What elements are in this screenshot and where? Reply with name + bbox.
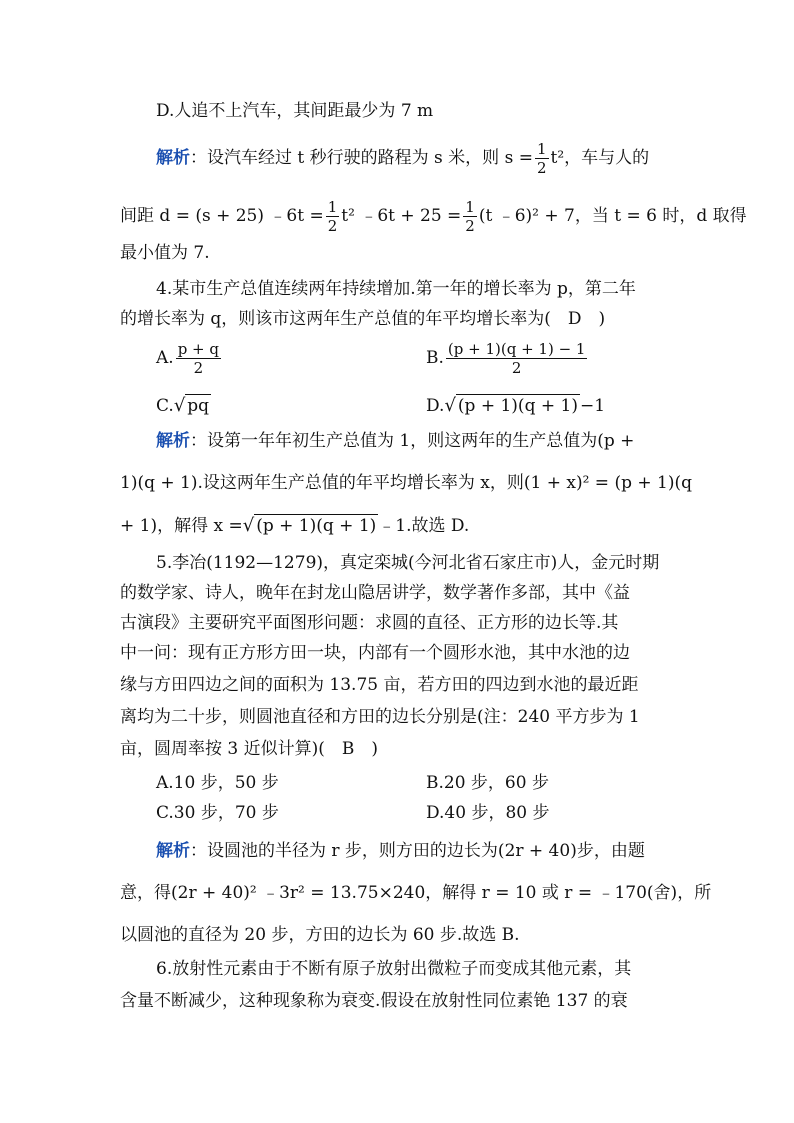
solution-q3-line2: 间距 d = (s + 25) ﹣6t = $\frac{1}{2}$ t² ﹣6t + 25 = $\frac{1}{2}$ (t ﹣6)² + 7，当 t = 6 时，d 取得 xyxy=(120,198,747,235)
option-a-q5: A.10 步，50 步 xyxy=(156,773,279,793)
option-b-q4: B. $\frac{(p + 1)(q + 1) - 1}{2}$ xyxy=(426,340,586,377)
option-d-q3: D.人追不上汽车，其间距最少为 7 m xyxy=(156,101,434,121)
solution-label: 解析 xyxy=(156,431,190,451)
fraction: $\frac{1}{2}$ xyxy=(536,140,547,177)
solution-q3-line1: 解析：设汽车经过 t 秒行驶的路程为 s 米，则 s = $\frac{1}{2}$ t²，车与人的 xyxy=(156,140,650,177)
solution-q4-line3: + 1)，解得 x =√ (p + 1)(q + 1) ﹣1.故选 D. xyxy=(120,515,470,536)
question-4-line1: 4.某市生产总值连续两年持续增加.第一年的增长率为 p，第二年 xyxy=(156,279,636,299)
question-5-line5: 缘与方田四边之间的面积为 13.75 亩，若方田的四边到水池的最近距 xyxy=(120,675,639,695)
option-d-q5: D.40 步，80 步 xyxy=(426,803,550,823)
question-5-line7: 亩，圆周率按 3 近似计算)( B ) xyxy=(120,739,379,759)
question-6-line2: 含量不断减少，这种现象称为衰变.假设在放射性同位素铯 137 的衰 xyxy=(120,991,628,1011)
question-6-line1: 6.放射性元素由于不断有原子放射出微粒子而变成其他元素，其 xyxy=(156,959,632,979)
question-5-line1: 5.李冶(1192—1279)，真定栾城(今河北省石家庄市)人，金元时期 xyxy=(156,553,660,573)
solution-q4-line1: 解析：设第一年年初生产总值为 1，则这两年的生产总值为(p + xyxy=(156,431,635,451)
solution-q3-line3: 最小值为 7. xyxy=(120,243,210,263)
option-b-q5: B.20 步，60 步 xyxy=(426,773,549,793)
solution-label: 解析 xyxy=(156,148,190,168)
option-c-q5: C.30 步，70 步 xyxy=(156,803,279,823)
solution-q4-line2: 1)(q + 1).设这两年生产总值的年平均增长率为 x，则(1 + x)² = (p + 1)(q xyxy=(120,473,692,493)
solution-q5-line2: 意，得(2r + 40)² ﹣3r² = 13.75×240，解得 r = 10 或 r = ﹣170(舍)，所 xyxy=(120,883,712,903)
option-d-q4: D.√ (p + 1)(q + 1) −1 xyxy=(426,395,606,416)
fraction: $\frac{1}{2}$ xyxy=(465,198,475,235)
question-4-line2: 的增长率为 q，则该市这两年生产总值的年平均增长率为( D ) xyxy=(120,309,606,329)
solution-label: 解析 xyxy=(156,841,190,861)
fraction: $\frac{1}{2}$ xyxy=(327,198,338,235)
question-5-line3: 古演段》主要研究平面图形问题：求圆的直径、正方形的边长等.其 xyxy=(120,613,619,633)
solution-q5-line3: 以圆池的直径为 20 步，方田的边长为 60 步.故选 B. xyxy=(120,925,520,945)
option-c-q4: C.√ pq xyxy=(156,395,210,416)
question-5-line4: 中一问：现有正方形方田一块，内部有一个圆形水池，其中水池的边 xyxy=(120,643,630,663)
question-5-line6: 离均为二十步，则圆池直径和方田的边长分别是(注：240 平方步为 1 xyxy=(120,707,640,727)
question-5-line2: 的数学家、诗人，晚年在封龙山隐居讲学，数学著作多部，其中《益 xyxy=(120,583,630,603)
solution-q5-line1: 解析：设圆池的半径为 r 步，则方田的边长为(2r + 40)步，由题 xyxy=(156,841,645,861)
option-a-q4: A. $\frac{p + q}{2}$ xyxy=(156,340,219,377)
